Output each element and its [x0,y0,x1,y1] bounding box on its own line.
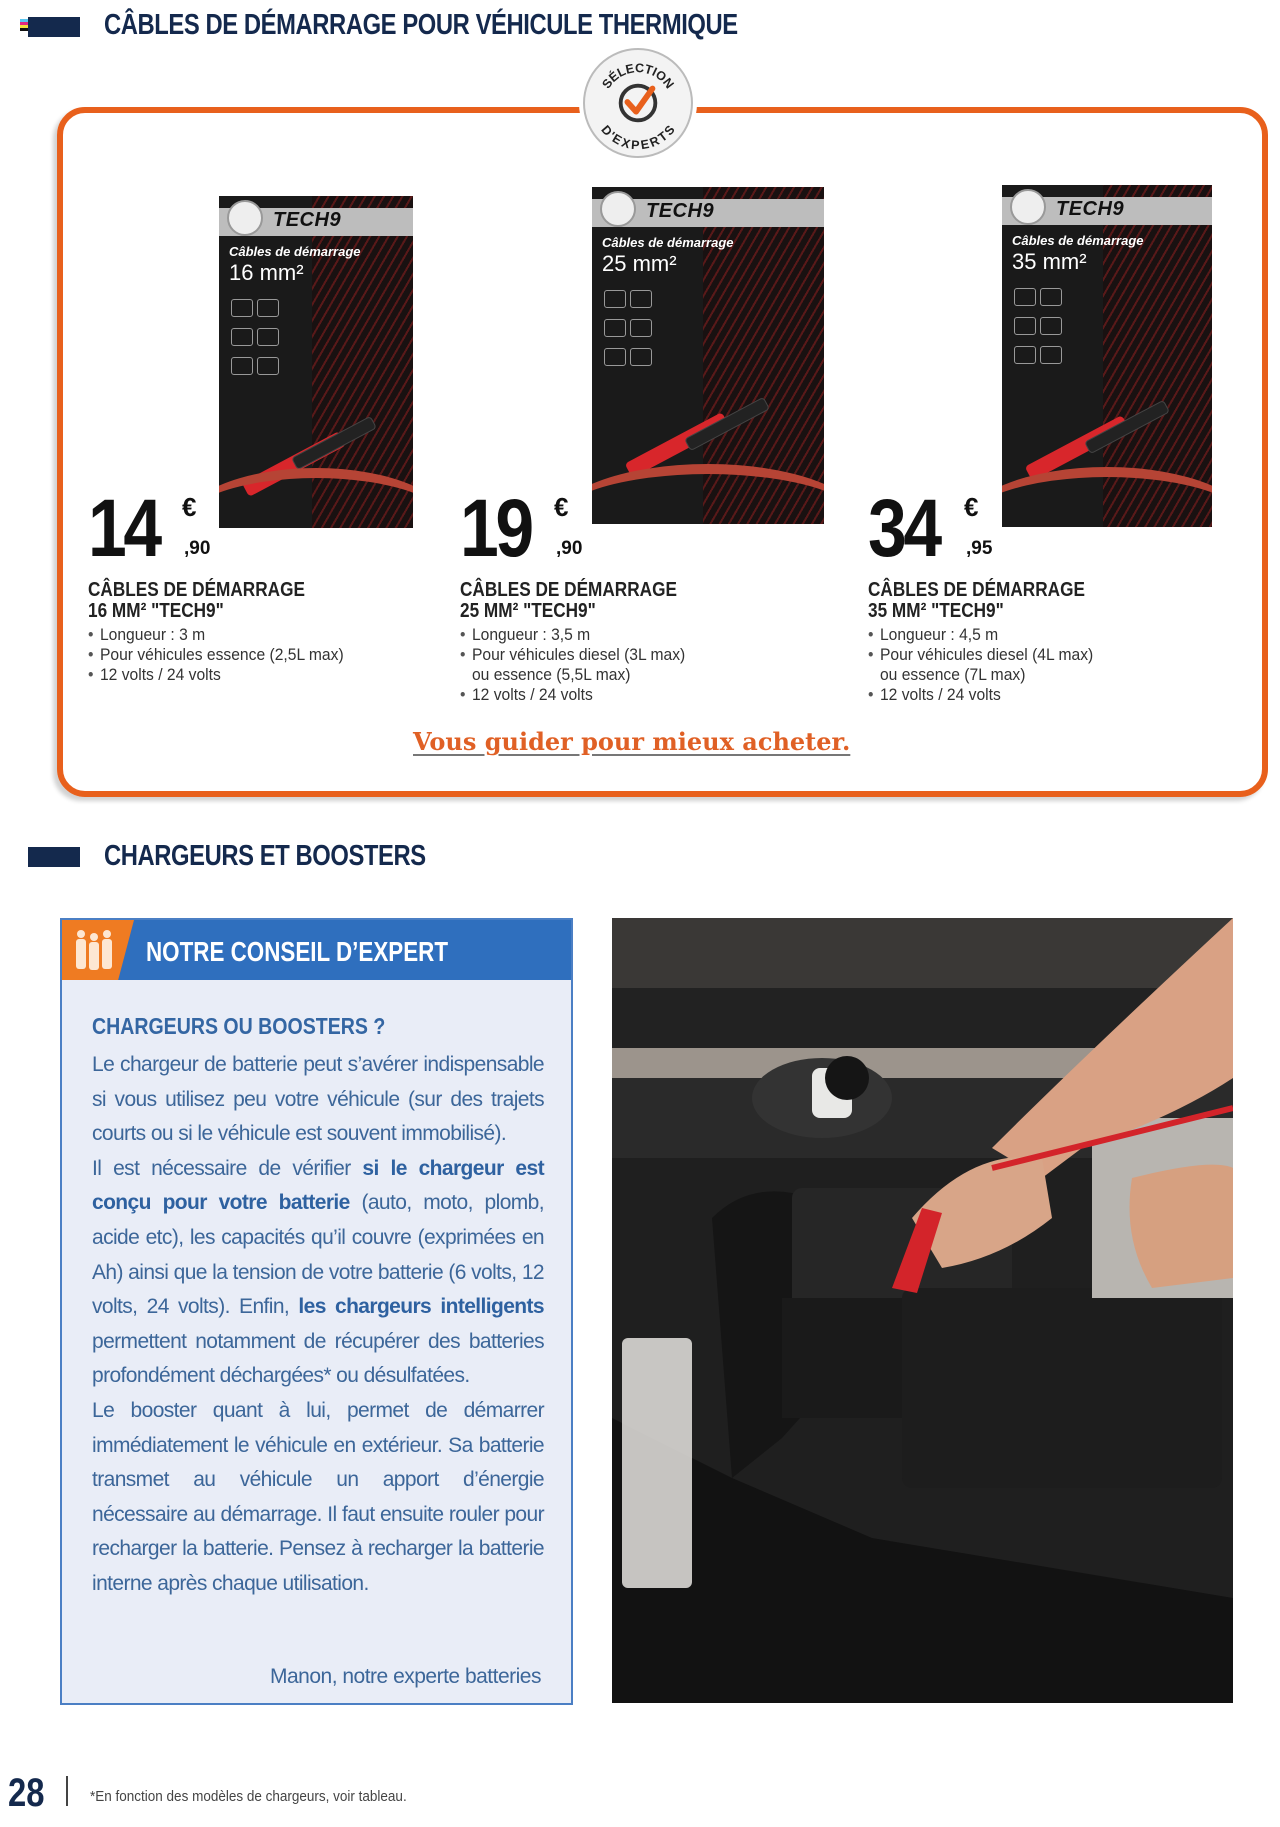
mini-badge-icon [600,191,636,227]
pack-icons [602,287,662,374]
product-image-35mm[interactable]: TECH9 Câbles de démarrage 35 mm² [1002,185,1212,527]
product-features-25mm: • Longueur : 3,5 m • Pour véhicules diesel (3L max) ou essence (5,5L max) • 12 volts / 24 volts [460,625,685,705]
mini-badge-icon [1010,189,1046,225]
product-features-16mm: • Longueur : 3 m • Pour véhicules essence (2,5L max) • 12 volts / 24 volts [88,625,344,685]
page-number: 28 [8,1771,45,1815]
product-name-16mm: CÂBLES DE DÉMARRAGE 16 MM² "TECH9" [88,579,305,622]
section-bar [28,847,80,867]
engine-jumpstart-photo [612,918,1233,1703]
product-image-25mm[interactable]: TECH9 Câbles de démarrage 25 mm² [592,187,824,524]
expert-paragraph-3: Le booster quant à lui, permet de démarrer immédiatement le véhicule en extérieur. Sa batterie transmet au véhicule un apport d’énergie nécessaire au démarrage. Il faut ensuite rouler pour recharger la batterie. Pensez à recharger la batterie interne après chaque utilisation. [92,1398,544,1595]
check-icon [627,89,652,112]
price-16mm: 14 € ,90 [88,483,211,574]
svg-text:D'EXPERTS: D'EXPERTS [598,122,678,153]
buying-guide-link[interactable]: Vous guider pour mieux acheter. [413,727,851,756]
footnote: *En fonction des modèles de chargeurs, voir tableau. [90,1788,407,1805]
section-title-chargeurs: CHARGEURS ET BOOSTERS [104,840,426,872]
expert-paragraph-2: Il est nécessaire de vérifier si le chargeur est conçu pour votre batterie (auto, moto, plomb, acide etc), les capacités qu’il couvre (exprimées en Ah) ainsi que la tension de votre batterie (6 volts, 12 volts, 24 volts). Enfin, les chargeurs intelligents permettent notamment de récupérer des batteries profondément déchargées* ou désulfatées. [92,1156,545,1388]
people-icon [72,928,116,972]
selection-experts-badge [583,48,693,158]
expert-signature: Manon, notre experte batteries [269,1665,541,1688]
expert-paragraph-1: Le chargeur de batterie peut s’avérer indispensable si vous utilisez peu votre véhicule (sur des trajets courts ou si le véhicule est souvent immobilisé). [92,1053,544,1146]
expert-advice-box [60,918,573,1705]
expert-header [62,920,571,980]
price-25mm: 19 € ,90 [460,483,583,574]
page-title: CÂBLES DE DÉMARRAGE POUR VÉHICULE THERMIQUE [104,9,738,41]
pack-icons [229,296,289,383]
product-image-16mm[interactable]: TECH9 Câbles de démarrage 16 mm² [219,196,413,528]
product-features-35mm: • Longueur : 4,5 m • Pour véhicules diesel (4L max) ou essence (7L max) • 12 volts / 24 volts [868,625,1093,705]
expert-question: CHARGEURS OU BOOSTERS ? [92,1013,386,1039]
print-registration-mark [20,19,28,31]
pack-icons [1012,285,1072,372]
mini-badge-icon [227,200,263,236]
expert-heading: NOTRE CONSEIL D’EXPERT [146,936,449,967]
divider [66,1776,68,1806]
product-name-25mm: CÂBLES DE DÉMARRAGE 25 MM² "TECH9" [460,579,677,622]
price-35mm: 34 € ,95 [868,483,993,574]
product-name-35mm: CÂBLES DE DÉMARRAGE 35 MM² "TECH9" [868,579,1085,622]
section-bar [28,17,80,37]
svg-text:SÉLECTION: SÉLECTION [599,61,677,92]
